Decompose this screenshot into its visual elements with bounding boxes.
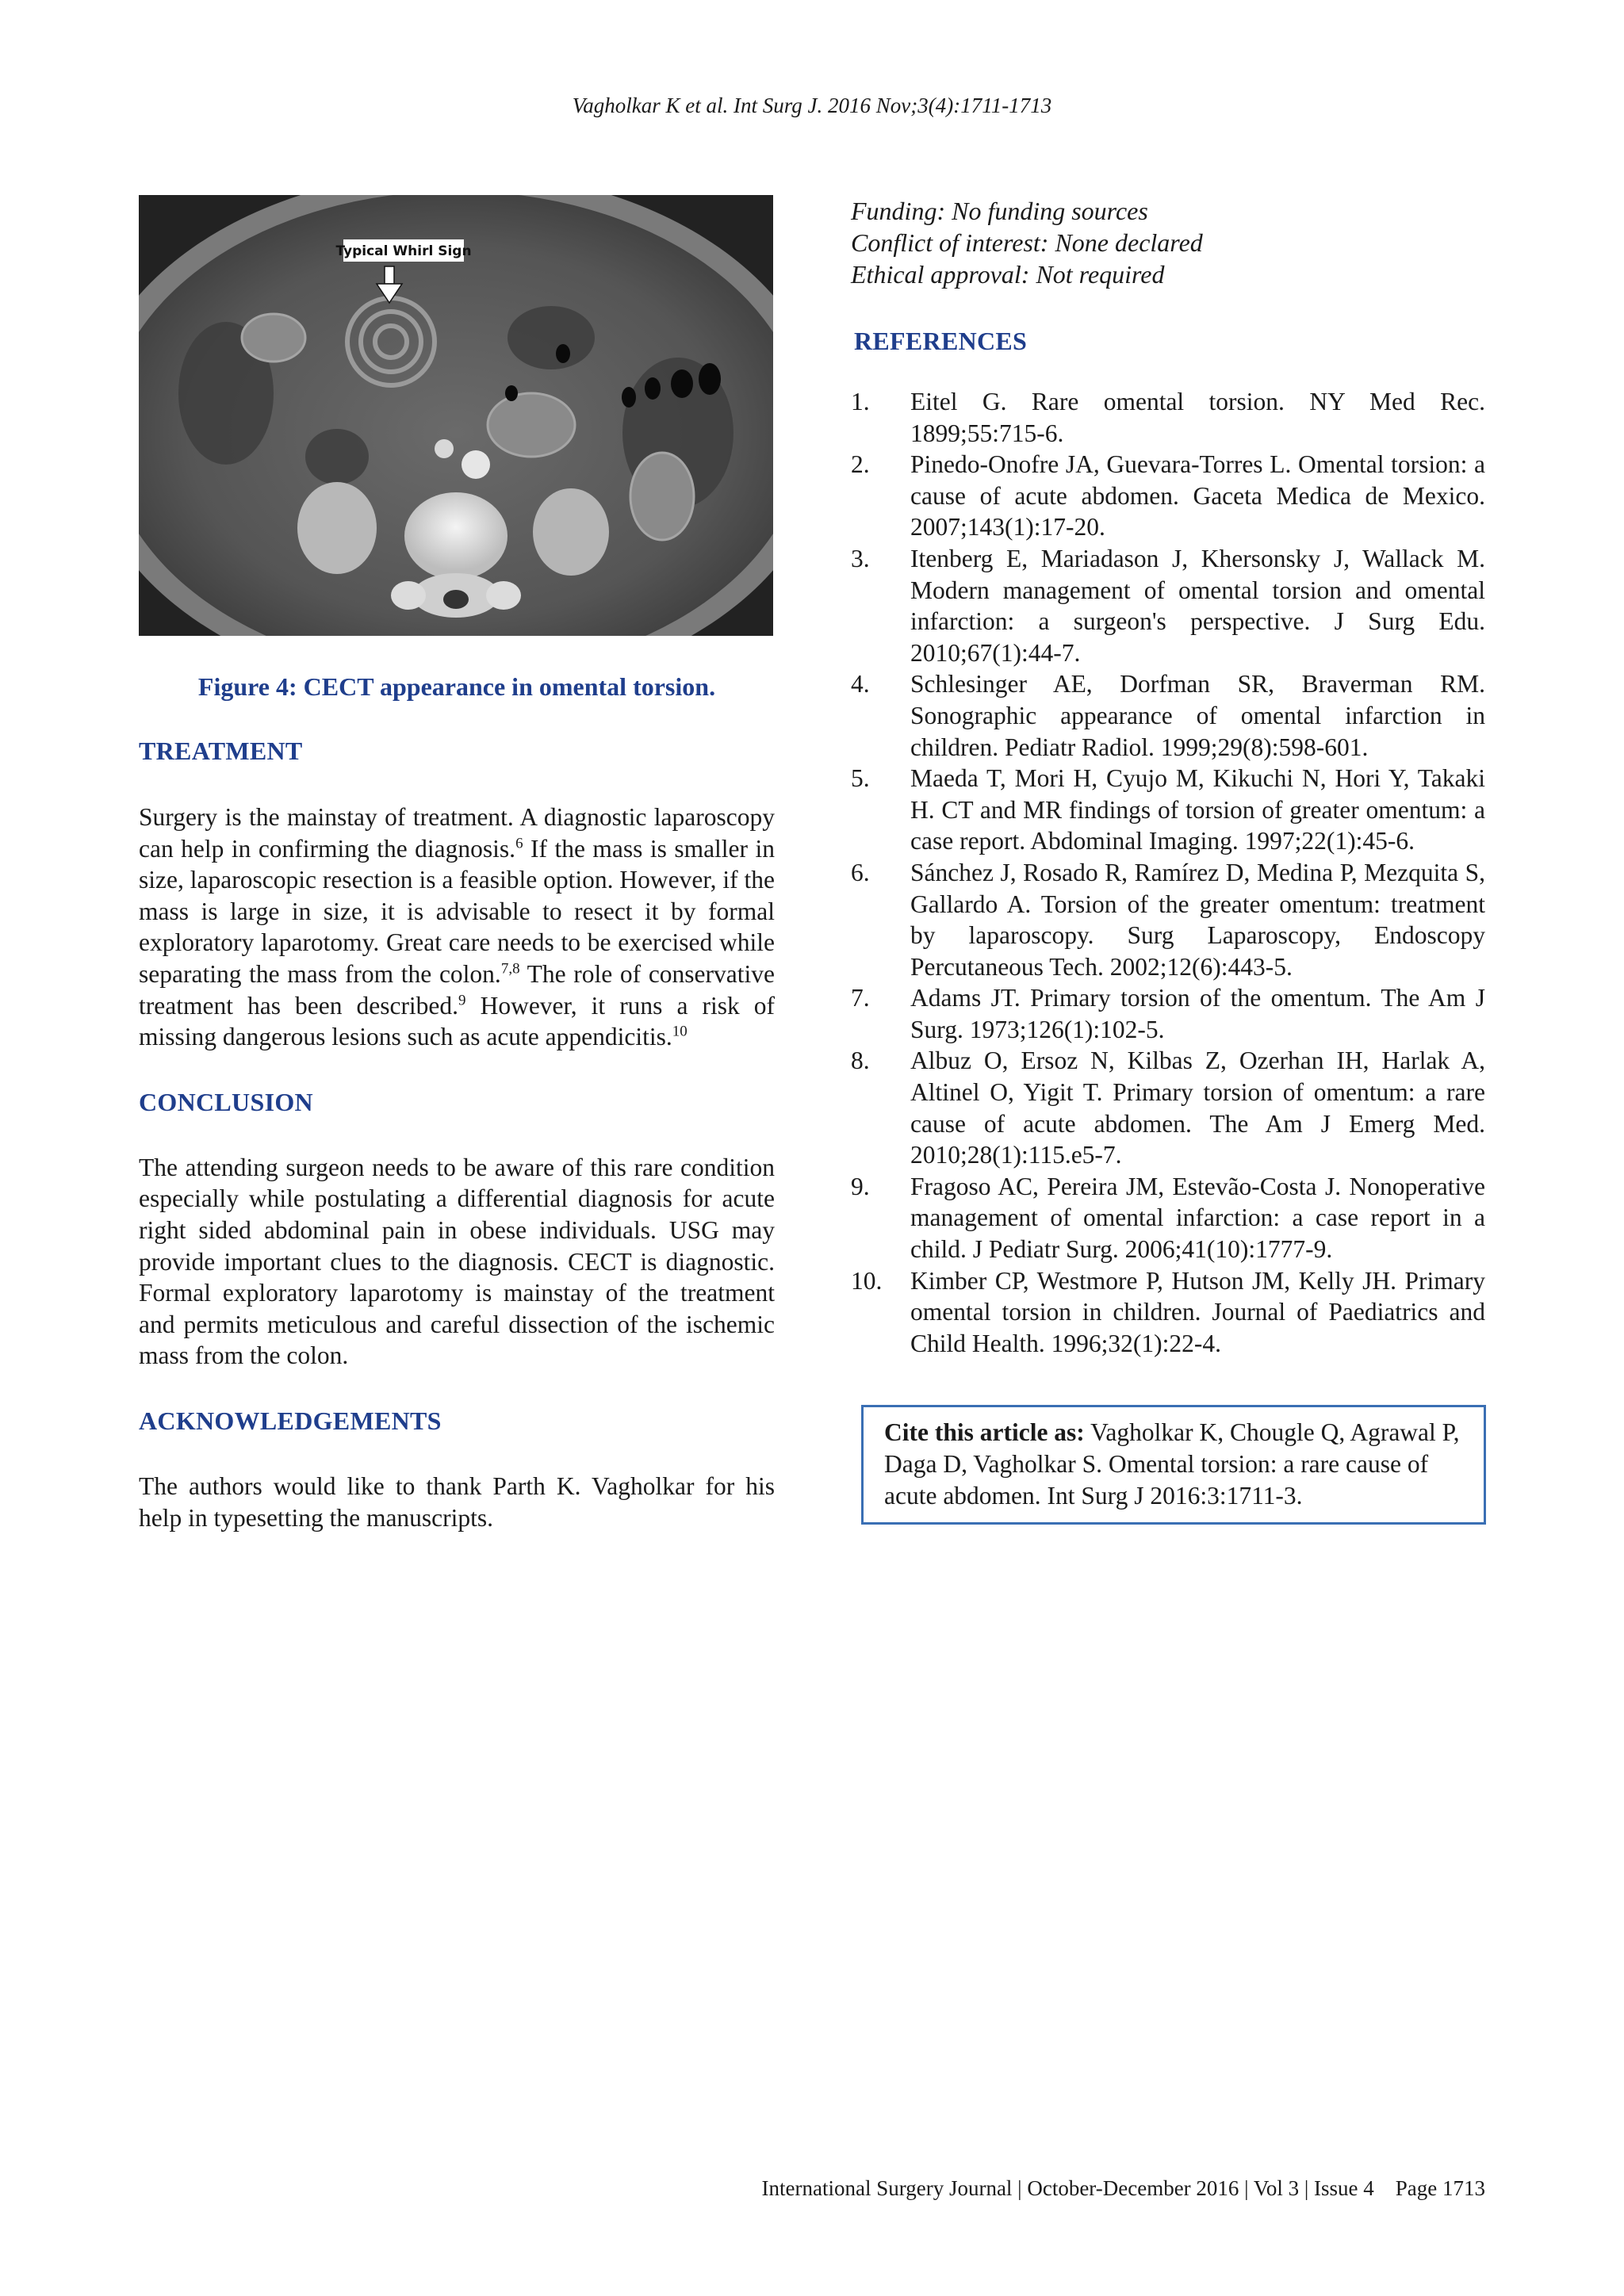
ct-scan-figure: [139, 195, 773, 636]
reference-item: 4. Schlesinger AE, Dorfman SR, Braverman RM. Sonographic appearance of omental infarction in children. Pediatr Radiol. 1999;29(8):598-601.: [851, 670, 1485, 761]
reference-list: [851, 386, 1485, 1359]
right-column: [851, 195, 1485, 1525]
funding-note: Funding: No funding sources: [851, 197, 1148, 225]
citation-label: Cite this article as:: [884, 1418, 1085, 1447]
reference-item: 5. Maeda T, Mori H, Cyujo M, Kikuchi N, Hori Y, Takaki H. CT and MR findings of torsion of greater omentum: a case report. Abdominal Imaging. 1997;22(1):45-6.: [851, 764, 1485, 855]
reference-item: 6. Sánchez J, Rosado R, Ramírez D, Medina P, Mezquita S, Gallardo A. Torsion of the greater omentum: treatment by laparoscopy. Surg Laparoscopy, Endoscopy Percutaneous Tech. 2002;12(6):443-5.: [851, 858, 1485, 981]
citation-box: [861, 1405, 1486, 1525]
whirl-sign-label: Typical Whirl Sign: [335, 243, 472, 259]
acknowledgements-heading: ACKNOWLEDGEMENTS: [139, 1406, 442, 1435]
treatment-heading: TREATMENT: [139, 737, 303, 765]
reference-item: 7. Adams JT. Primary torsion of the omentum. The Am J Surg. 1973;126(1):102-5.: [851, 984, 1485, 1043]
references-heading: REFERENCES: [854, 327, 1028, 355]
ct-scan-image: [139, 195, 773, 636]
citation-text: Vagholkar K, Chougle Q, Agrawal P, Daga D, Vagholkar S. Omental torsion: a rare cause of acute abdomen. Int Surg J 2016:3:1711-3.: [884, 1418, 1460, 1510]
running-header: Vagholkar K et al. Int Surg J. 2016 Nov;3(4):1711-1713: [572, 94, 1052, 117]
reference-item: 3. Itenberg E, Mariadason J, Khersonsky J, Wallack M. Modern management of omental torsion and omental infarction: a surgeon's perspective. J Surg Edu. 2010;67(1):44-7.: [851, 544, 1485, 667]
reference-item: 1. Eitel G. Rare omental torsion. NY Med Rec. 1899;55:715-6.: [851, 388, 1485, 447]
reference-item: 8. Albuz O, Ersoz N, Kilbas Z, Ozerhan IH, Harlak A, Altinel O, Yigit T. Primary torsion of omentum: a rare cause of acute abdomen. The Am J Emerg Med. 2010;28(1):115.e5-7.: [851, 1047, 1485, 1169]
ethics-note: Ethical approval: Not required: [851, 260, 1165, 289]
reference-item: 9. Fragoso AC, Pereira JM, Estevão-Costa J. Nonoperative management of omental infarction: a case report in a child. J Pediatr Surg. 2006;41(10):1777-9.: [851, 1172, 1485, 1264]
declarations: [851, 195, 1485, 290]
page-footer: International Surgery Journal | October-December 2016 | Vol 3 | Issue 4 Page 1713: [761, 2176, 1485, 2200]
figure-caption: Figure 4: CECT appearance in omental torsion.: [197, 672, 716, 701]
conflict-note: Conflict of interest: None declared: [851, 228, 1203, 257]
reference-item: 10. Kimber CP, Westmore P, Hutson JM, Kelly JH. Primary omental torsion in children. Journal of Paediatrics and Child Health. 1996;32(1):22-4.: [851, 1266, 1485, 1357]
conclusion-heading: CONCLUSION: [139, 1087, 313, 1116]
acknowledgements-paragraph: The authors would like to thank Parth K. Vagholkar for his help in typesetting the manuscripts.: [139, 1471, 775, 1532]
treatment-paragraph: Surgery is the mainstay of treatment. A diagnostic laparoscopy can help in confirming the diagnosis.$^6$ If the mass is smaller in size, laparoscopic resection is a feasible option. However, if the mass is large in size, it is advisable to resect it by formal exploratory laparotomy. Great care needs to be exercised while separating the mass from the colon.$^{7,8}$ The role of conservative treatment has been described.$^9$ However, it runs a risk of missing dangerous lesions such as acute appendicitis.$^{10}$: [139, 803, 775, 1051]
conclusion-paragraph: The attending surgeon needs to be aware of this rare condition especially while postulating a differential diagnosis for acute right sided abdominal pain in obese individuals. USG may provide important clues to the diagnosis. CECT is diagnostic. Formal exploratory laparotomy is mainstay of the treatment and permits meticulous and careful dissection of the ischemic mass from the colon.: [139, 1153, 775, 1370]
left-column: [139, 195, 775, 1533]
reference-item: 2. Pinedo-Onofre JA, Guevara-Torres L. Omental torsion: a cause of acute abdomen. Gaceta Medica de Mexico. 2007;143(1):17-20.: [851, 450, 1485, 541]
